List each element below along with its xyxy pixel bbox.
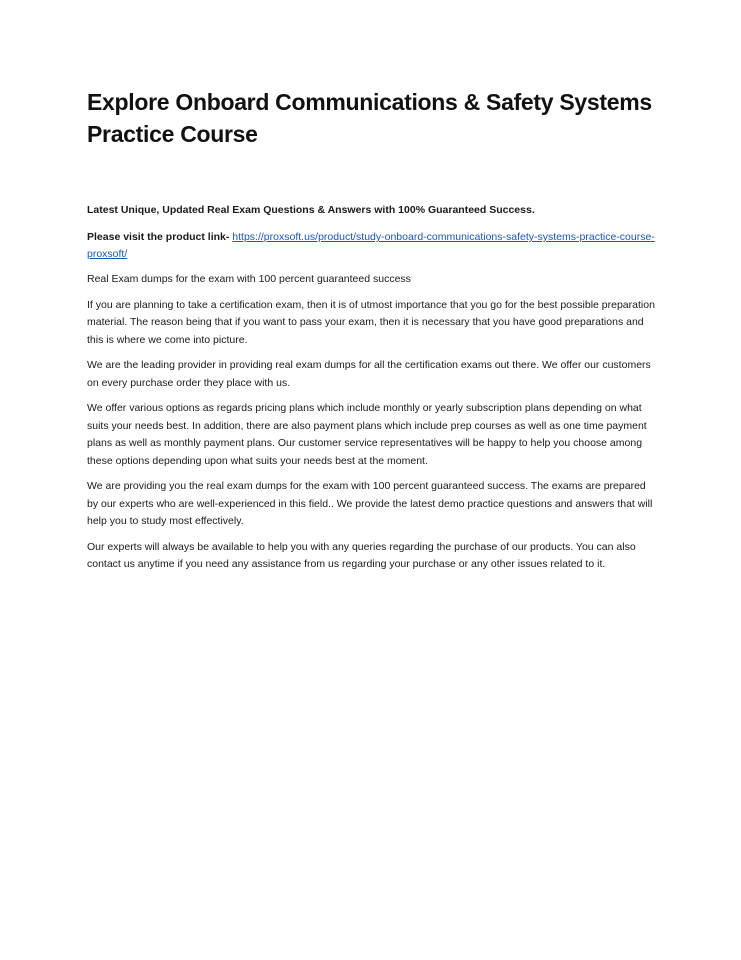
product-link[interactable]: https://proxsoft.us/product/study-onboard-communications-safety-systems-practice-course-proxsoft/ — [87, 231, 655, 260]
tagline: Latest Unique, Updated Real Exam Questions & Answers with 100% Guaranteed Success. — [87, 204, 535, 216]
document-title: Explore Onboard Communications & Safety Systems Practice Course — [87, 89, 652, 147]
document-body — [87, 86, 657, 582]
product-link-line — [87, 229, 657, 263]
paragraph: We are providing you the real exam dumps for the exam with 100 percent guaranteed success. The exams are prepared by our experts who are well-experienced in this field.. We provide the latest demo practice questions and answers that will help you to study most effectively. — [87, 480, 653, 527]
paragraph: If you are planning to take a certification exam, then it is of utmost importance that you go for the best possible preparation material. The reason being that if you want to pass your exam, then it is necessary that you have good preparations and this is where we come into picture. — [87, 298, 655, 346]
paragraph: We are the leading provider in providing real exam dumps for all the certification exams out there. We offer our customers on every purchase order they place with us. — [87, 359, 651, 389]
paragraph: Our experts will always be available to help you with any queries regarding the purchase of our products. You can also contact us anytime if you need any assistance from us regarding your purchase or any other issues related to it. — [87, 540, 636, 570]
paragraph: We offer various options as regards pricing plans which include monthly or yearly subscription plans depending on what suits your needs best. In addition, there are also payment plans which include prep courses as well as one time payment plans as well as monthly payment plans. Our customer service representatives will be happy to help you choose among these options depending upon what suits your needs best at the moment. — [87, 402, 647, 467]
paragraph: Real Exam dumps for the exam with 100 percent guaranteed success — [87, 273, 411, 285]
product-link-lead: Please visit the product link- — [87, 231, 230, 243]
